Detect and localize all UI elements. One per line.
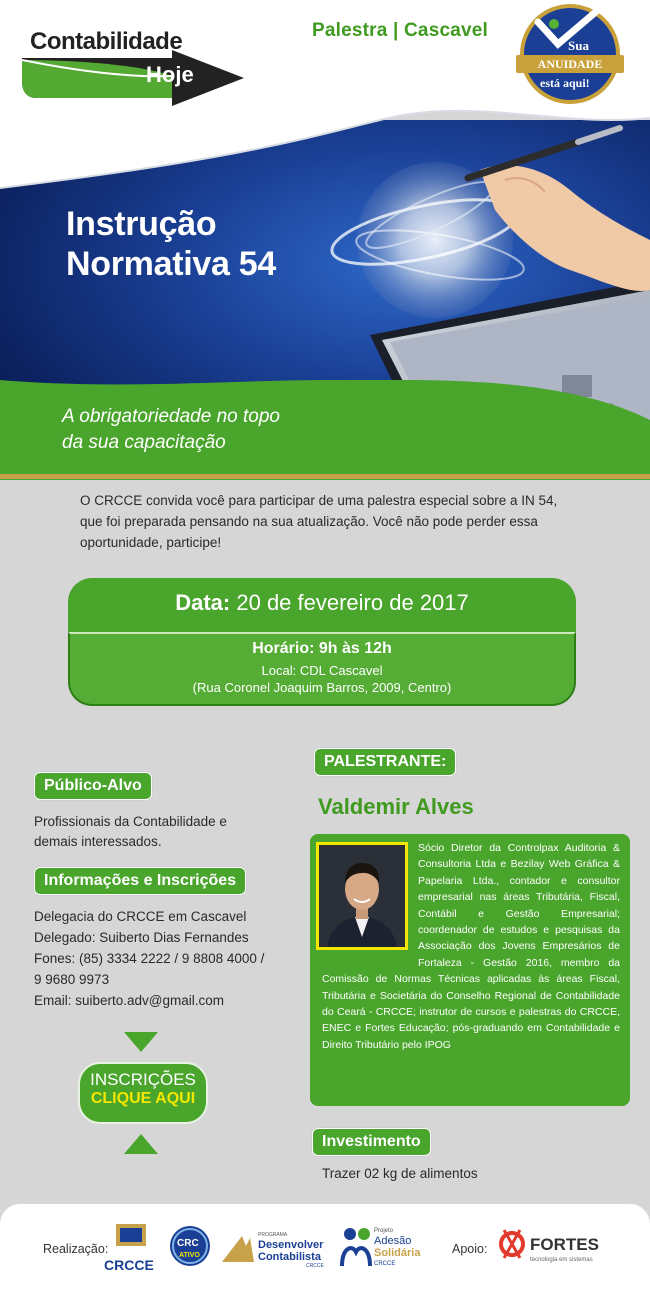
crc-ativo-bottom-text: ATIVO [179,1252,200,1259]
register-button[interactable] [78,1062,208,1124]
event-time: Horário: 9h às 12h [252,640,392,657]
speaker-bio-text: Sócio Diretor da Controlpax Auditoria & Consultoria Ltda e Bezilay Web Gráfica & Papelaria Ltda., contador e consultor empresarial nas áreas Tributária, Fiscal, Contábil e Gestão Empresarial; coordenador de estudos e pesquisas da Associação dos Jovens Empresários de Fortaleza - Gestão 2016, membro da Comissão de Normas Técnicas aplicadas às áreas Fiscal, Tributária e Societária do Conselho Regional de Contabilidade do Ceará - CRCCE; instrutor de cursos e palestras do CRCCE, ENEC e Fortes Educação; pós-graduando em Contabilidade e Direito Tributário pelo IPOG [322,842,620,1051]
photo-spacer [322,840,418,958]
speaker-bio-box [310,834,630,1106]
logo-word-hoje: Hoje [146,62,194,87]
intro-line1: O CRCCE convida você para participar de uma palestra especial sobre a IN 54, [80,493,558,508]
gold-divider [0,474,650,479]
intro-line3: oportunidade, participe! [80,535,222,550]
badge-line2: ANUIDADE [516,55,624,73]
register-button-line1: INSCRIÇÕES [90,1070,196,1089]
desenvolver-line1: Desenvolver [258,1239,324,1251]
hero-title-line2: Normativa 54 [66,245,276,283]
badge-line1: Sua [568,38,589,53]
desenvolver-small-text: PROGRAMA [258,1232,288,1238]
location-name: Local: CDL Cascavel [261,663,383,678]
arrow-up-icon [124,1134,158,1154]
audience-text [34,812,227,852]
intro-line2: que foi preparada pensando na sua atualização. Você não pode perder essa [80,514,538,529]
anuidade-badge[interactable] [510,2,630,106]
speaker-name: Valdemir Alves [318,794,474,819]
adesao-line1: Adesão [374,1235,412,1247]
hero-title [66,204,276,284]
info-line4: 9 9680 9973 [34,972,110,987]
hero-tagline [62,404,280,456]
event-date [68,590,576,616]
adesao-solidaria-logo [338,1222,434,1274]
investment-text: Trazer 02 kg de alimentos [322,1166,478,1181]
tagline-line2: da sua capacitação [62,432,226,453]
fortes-logo [498,1224,610,1268]
hero-title-line1: Instrução [66,205,217,243]
contabilidade-hoje-logo [22,20,252,110]
crc-ativo-top-text: CRC [177,1238,199,1249]
intro-paragraph [80,490,570,553]
desenvolver-contabilista-logo [220,1228,330,1270]
crc-ativo-logo [168,1222,214,1272]
tagline-line1: A obrigatoriedade no topo [62,406,280,427]
audience-line1: Profissionais da Contabilidade e [34,814,227,829]
speaker-bio [322,840,620,1053]
info-line3: Fones: (85) 3334 2222 / 9 8808 4000 / [34,951,265,966]
info-line2: Delegado: Suiberto Dias Fernandes [34,930,249,945]
event-label: Palestra | Cascavel [312,20,489,41]
adesao-line2: Solidária [374,1247,421,1259]
investment-heading: Investimento [312,1128,431,1156]
audience-line2: demais interessados. [34,834,162,849]
apoio-label: Apoio: [452,1242,488,1256]
audience-heading: Público-Alvo [34,772,152,800]
fortes-logo-sub: tecnologia em sistemas [530,1257,593,1263]
crcce-logo-text: CRCCE [104,1257,154,1273]
desenvolver-sub: CRCCE [306,1263,324,1269]
logo-word-contabilidade: Contabilidade [30,28,183,55]
location-address: (Rua Coronel Joaquim Barros, 2009, Centro) [192,680,452,695]
date-label: Data: [175,590,231,615]
adesao-sub: CRCCE [374,1261,396,1267]
sponsors-footer [0,1204,650,1310]
badge-line3: está aqui! [540,76,590,90]
register-button-line2: CLIQUE AQUI [90,1090,196,1107]
realizacao-label: Realização: [43,1242,109,1256]
info-line1: Delegacia do CRCCE em Cascavel [34,909,247,924]
speaker-heading: PALESTRANTE: [314,748,456,776]
info-text [34,906,264,1011]
arrow-down-icon [124,1032,158,1052]
event-location [68,662,576,696]
event-details-box [68,578,576,706]
fortes-logo-text: FORTES [530,1235,599,1254]
date-value: 20 de fevereiro de 2017 [236,590,469,615]
info-line5[interactable]: Email: suiberto.adv@gmail.com [34,993,225,1008]
adesao-small-text: Projeto [374,1228,394,1234]
crcce-logo [104,1224,160,1276]
info-heading: Informações e Inscrições [34,867,246,895]
desenvolver-line2: Contabilista [258,1251,321,1263]
